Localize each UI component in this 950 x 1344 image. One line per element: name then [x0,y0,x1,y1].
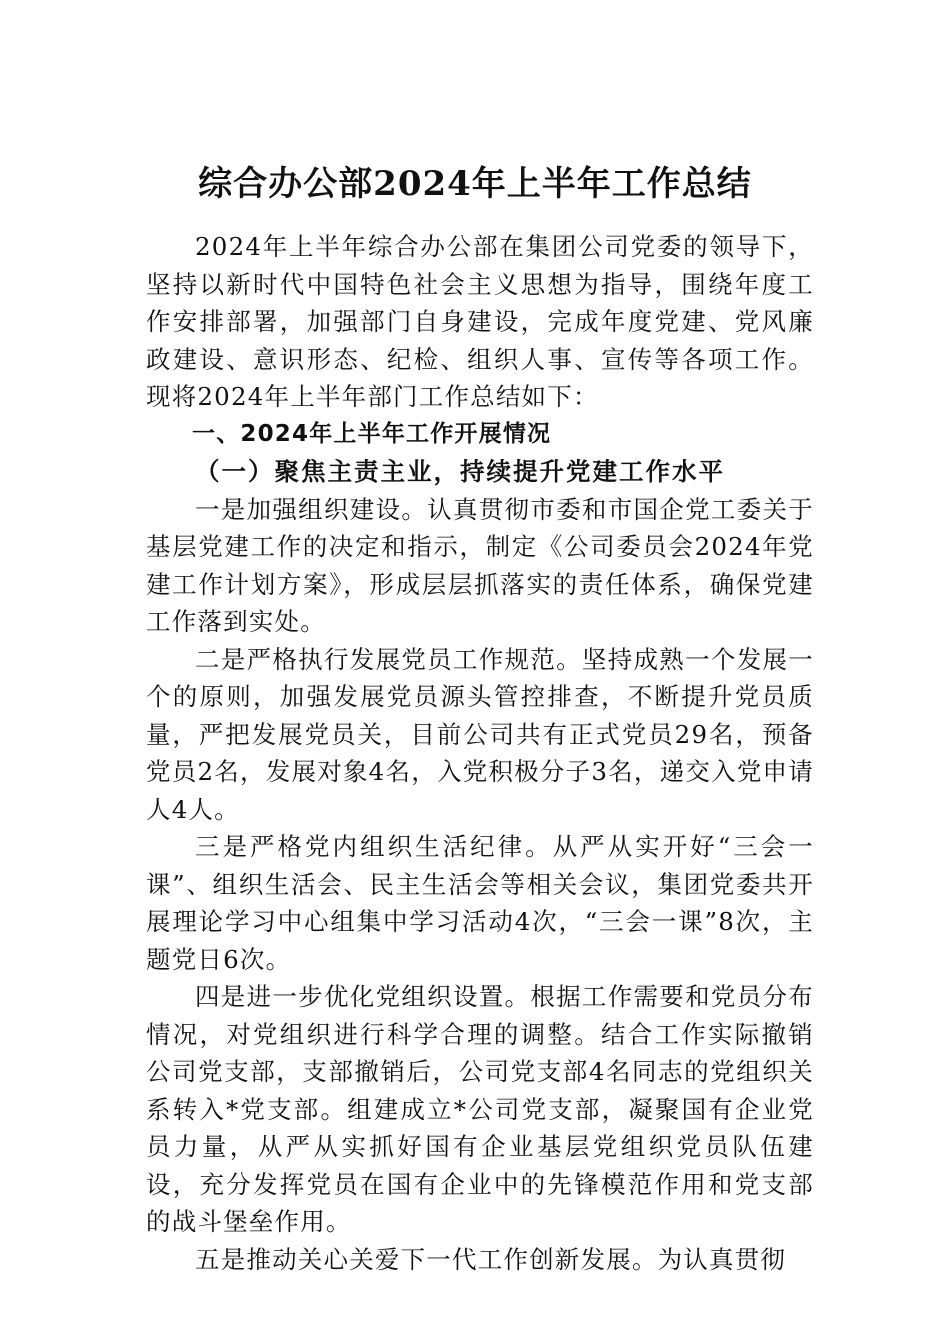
section-heading-1: 一、2024年上半年工作开展情况 [192,420,552,447]
body-paragraph: 四是进一步优化党组织设置。根据工作需要和党员分布情况，对党组织进行科学合理的调整。结合工作实际撤销公司党支部，支部撤销后，公司党支部4名同志的党组织关系转入*党支部。组建成立*公司党支部，凝聚国有企业党员力量，从严从实抓好国有企业基层党组织党员队伍建设，充分发挥党员在国有企业中的先锋模范作用和党支部的战斗堡垒作用。 [146,982,814,1236]
body-paragraph: 五是推动关心关爱下一代工作创新发展。为认真贯彻 [195,1244,787,1274]
document-body [146,228,814,1278]
subsection-heading-1: （一）聚焦主责主业，持续提升党建工作水平 [195,457,725,486]
body-paragraph: 二是严格执行发展党员工作规范。坚持成熟一个发展一个的原则，加强发展党员源头管控排查，不断提升党员质量，严把发展党员关，目前公司共有正式党员29名，预备党员2名，发展对象4名，入党积极分子3名，递交入党申请人4人。 [146,644,814,824]
body-paragraph: 一是加强组织建设。认真贯彻市委和市国企党工委关于基层党建工作的决定和指示，制定《公司委员会2024年党建工作计划方案》，形成层层抓落实的责任体系，确保党建工作落到实处。 [146,494,814,636]
document-title: 综合办公部2024年上半年工作总结 [198,164,752,204]
body-paragraph: 三是严格党内组织生活纪律。从严从实开好“三会一课”、组织生活会、民主生活会等相关会议，集团党委共开展理论学习中心组集中学习活动4次，“三会一课”8次，主题党日6次。 [146,832,814,974]
intro-paragraph: 2024年上半年综合办公部在集团公司党委的领导下，坚持以新时代中国特色社会主义思想为指导，围绕年度工作安排部署，加强部门自身建设，完成年度党建、党风廉政建设、意识形态、纪检、组织人事、宣传等各项工作。现将2024年上半年部门工作总结如下： [146,232,814,411]
